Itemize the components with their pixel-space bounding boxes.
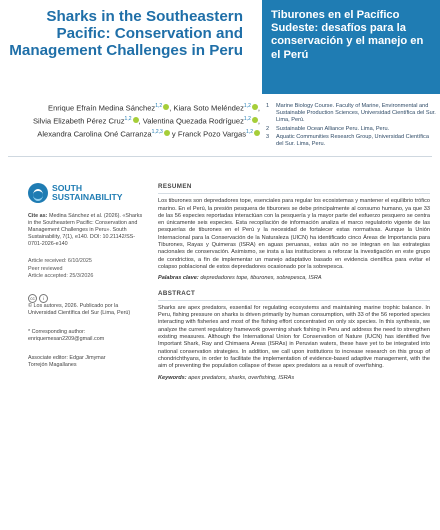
peer-reviewed: Peer reviewed — [28, 265, 63, 272]
resumen-text: Los tiburones son depredadores tope, esenciales para regular los ecosistemas y mantener el equilibrio trófico marino. En el Perú, la presión pesquera de tiburones se debe principalmente al consumo humano, ya que 33 de las 56 especies reportadas interactúan con la pesquería y la mayor parte del esfuerzo pesquero se centra en únicamente seis especies. Esta recopilación de información analiza el marco regulatorio vigente de las pesquerías de tiburones en el Perú y la necesidad de fortalecer estas normativas. Aunque la Unión Internacional para la Conservación de la Naturaleza (UICN) ha identificado cinco Áreas de Importancia para Tiburones, Rayas y Quimeras (ISRA) en aguas peruanas, estas aún no se integran en las estrategias nacionales de conservación. Asimismo, se insta a las instituciones a reforzar la investigación en este grupo de condrictios, a fin de implementar un manejo adaptativo basado en evidencia científica para evitar el colapso poblacional de estos depredadores ocasionado por la sobrepesca. — [158, 198, 430, 270]
article-title-en: Sharks in the Southeastern Pacific: Conservation and Management Challenges in Peru — [9, 8, 243, 60]
author-name: Enrique Efraín Medina Sánchez — [48, 103, 156, 113]
corr-email[interactable]: enriquemesan2209@gmail.com — [28, 336, 105, 343]
article-dates — [28, 258, 146, 279]
affiliation-text: Marine Biology Course. Faculty of Marine, Environmental and Sustainable Production Sciences, Universidad Científica del Sur. Lima, Perú. — [276, 103, 436, 124]
orcid-icon[interactable] — [163, 104, 169, 110]
affiliations — [266, 103, 436, 149]
license-block — [28, 294, 146, 317]
author-affil-sup: 1,2 — [246, 129, 253, 136]
logo-line-2: SUSTAINABILITY — [52, 192, 123, 202]
orcid-icon[interactable] — [252, 104, 258, 110]
associate-editor — [28, 355, 146, 369]
keywords-label-en: Keywords: — [158, 374, 187, 381]
abstract-column — [158, 183, 430, 389]
abstract-heading: ABSTRACT — [158, 289, 196, 297]
resumen-keywords — [158, 275, 430, 282]
keywords-es: depredadores tope, tiburones, sobrepesca, ISRA — [200, 275, 322, 282]
journal-logo-text — [52, 184, 123, 202]
resumen-heading: RESUMEN — [158, 183, 192, 190]
affiliation-text: Sustainable Ocean Alliance Peru. Lima, Peru. — [276, 125, 390, 132]
author-name: Silvia Elizabeth Pérez Cruz — [32, 116, 125, 126]
corresponding-author — [28, 329, 146, 343]
corr-label: * Corresponding author: — [28, 328, 86, 335]
abstract-keywords — [158, 375, 430, 382]
author-name: Kiara Soto Meléndez — [173, 103, 244, 113]
author-name: Alexandra Carolina Oné Carranza — [37, 129, 152, 139]
orcid-icon[interactable] — [252, 117, 258, 123]
cite-text: Medina Sánchez et al. (2026). «Sharks in the Southeastern Pacific: Conservation and Management Challenges in Peru». South Sustainability, 7(1), e140. DOI: 10.21142/SS-0701-2026-e140 — [28, 213, 143, 248]
author-affil-sup: 1,2 — [124, 116, 132, 123]
cc-icon[interactable]: cc — [28, 294, 37, 303]
cc-by-icon[interactable]: i — [39, 294, 48, 303]
author-name: Franck Pozo Vargas — [177, 129, 247, 139]
orcid-icon[interactable] — [133, 117, 139, 123]
cite-label: Cite as: — [28, 213, 48, 219]
author-affil-sup: 1,2 — [155, 103, 163, 109]
section-divider — [158, 193, 430, 194]
author-affil-sup: 1,2 — [243, 103, 251, 109]
affiliation-number: 2 — [266, 125, 270, 132]
affiliation-item — [266, 134, 436, 148]
affiliation-item — [266, 126, 436, 133]
spanish-title-panel — [262, 0, 440, 94]
journal-logo-icon — [28, 183, 48, 203]
keywords-label-es: Palabras clave: — [158, 275, 199, 282]
author-affil-sup: 1,2 — [243, 116, 251, 123]
affiliation-text: Aquatic Communities Research Group, Universidad Científica del Sur. Lima, Peru. — [276, 133, 429, 148]
journal-logo[interactable] — [28, 183, 146, 203]
orcid-icon[interactable] — [164, 130, 170, 136]
abstract-text: Sharks are apex predators, essential for regulating ecosystems and maintaining marine trophic balance. In Peru, fishing pressure on sharks is driven primarily by human consumption, with 33 of the 56 reported species interacting with fisheries and most of the fishing effort concentrated on only six species. In this synthesis, we analyze the current regulatory framework governing shark fishing in Peru and address the need to strengthen existing measures. Although the International Union for Conservation of Nature (IUCN) has identified five Important Shark, Ray and Chimaera Areas (ISRAs) in Peruvian waters, these have yet to be integrated into national conservation strategies. In addition, we call upon institutions to increase research on this group of chondrichthyans, in order to facilitate the implementation of evidence-based adaptive management, with the aim of preventing the population collapse of these apex predators as a result of overfishing. — [158, 304, 430, 370]
author-affil-sup: 1,2,3 — [151, 129, 163, 136]
section-divider — [158, 300, 430, 301]
affiliation-item — [266, 103, 436, 125]
editor-name: Torrejón Magallanes — [28, 362, 77, 369]
keywords-en: apex predators, sharks, overfishing, ISRAs — [188, 374, 295, 381]
accepted-date: Article accepted: 25/3/2026 — [28, 272, 94, 279]
author-list: Enrique Efraín Medina Sánchez$^{1,2}$ , Kiara Soto Meléndez$^{1,2}$ , Silvia Elizabeth Pérez Cruz$^{1,2}$ , Valentina Quezada Rodríguez$^{1,2}$ , Alexandra Carolina Oné Carranza$^{1,2,3}$ y Franck Pozo Vargas$^{1,2}$ — [32, 103, 260, 139]
affiliation-number: 3 — [266, 133, 270, 140]
english-title-block — [0, 0, 257, 94]
received-date: Article received: 6/10/2025 — [28, 258, 92, 265]
logo-line-1: SOUTH — [52, 182, 83, 193]
editor-label: Associate editor: Edgar Jimymar — [28, 355, 106, 362]
citation-block — [28, 213, 146, 248]
header-divider — [8, 156, 432, 157]
author-name: Valentina Quezada Rodríguez — [142, 116, 244, 126]
article-sidebar — [28, 183, 146, 369]
affiliation-number: 1 — [266, 103, 270, 109]
article-title-es: Tiburones en el Pacífico Sudeste: desafíos para la conservación y el manejo en el Perú — [271, 9, 424, 61]
license-text: © Los autores, 2026. Publicado por la Universidad Científica del Sur (Lima, Perú) — [28, 302, 131, 316]
orcid-icon[interactable] — [254, 130, 260, 136]
